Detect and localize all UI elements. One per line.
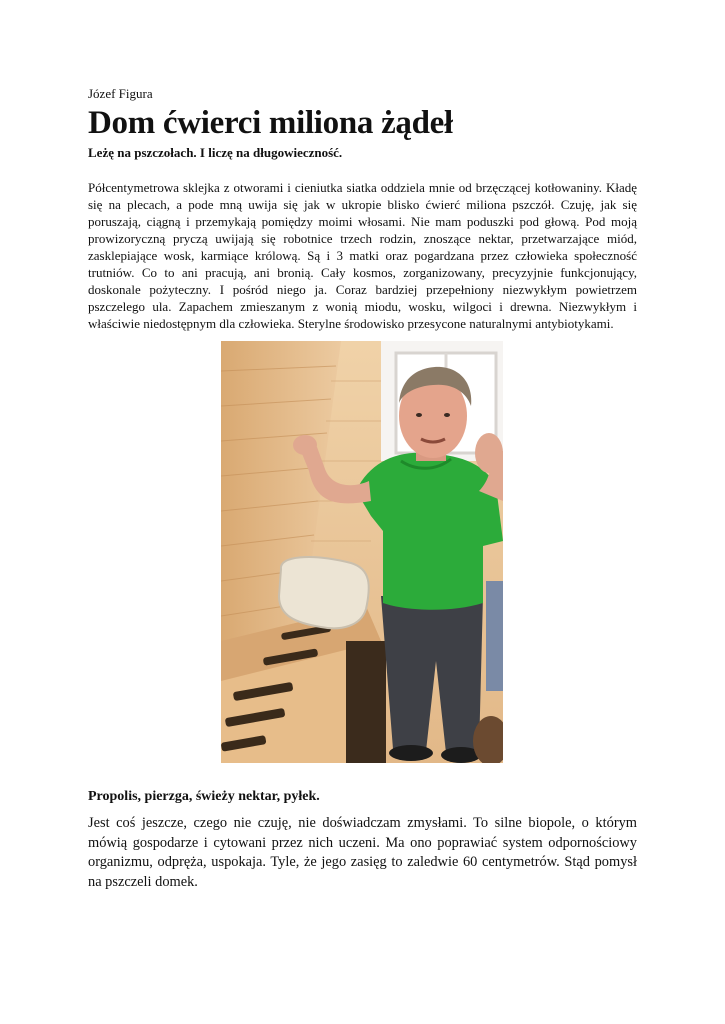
photo-illustration bbox=[221, 341, 503, 763]
article-lead-paragraph: Półcentymetrowa sklejka z otworami i cieniutka siatka oddziela mnie od brzęczącej kotłowaniny. Kładę się na plecach, a pode mną uwija się jak w ukropie blisko ćwierć miliona pszczół. Czuję, jak się poruszają, ciągną i przemykają pomiędzy moimi włosami. Nie mam poduszki pod głową. Pod moją prowizoryczną pryczą uwijają się robotnice trzech rodzin, znoszące nektar, przetwarzające miód, zasklepiające wosk, karmiące królową. Są i 3 matki oraz pogardzana przez człowieka społeczność trutniów. Co to ani pracują, ani bronią. Cały kosmos, zorganizowany, precyzyjnie funkcjonujący, doskonale pożyteczny. I pośród niego ja. Coraz bardziej przepełniony niezwykłym powietrzem pszczelego ula. Zapachem zmieszanym z wonią miodu, wosku, wilgoci i drewna. Niezwykłym i właściwie niedostępnym dla człowieka. Sterylne środowisko przesycone naturalnymi antybiotykami. bbox=[88, 180, 637, 331]
article-photo bbox=[221, 341, 503, 763]
section-body-paragraph: Jest coś jeszcze, czego nie czuję, nie doświadczam zmysłami. To silne biopole, o którym mówią gospodarze i cytowani przez nich uczeni. Ma ono poprawiać system odpornościowy organizmu, odpręża, uspokaja. Tyle, że jego zasięg to zaledwie 60 centymetrów. Stąd pomysł na pszczeli domek. bbox=[88, 815, 637, 890]
article-title: Dom ćwierci miliona żądeł bbox=[88, 105, 453, 141]
section-heading: Propolis, pierzga, świeży nektar, pyłek. bbox=[88, 789, 320, 804]
article-subtitle: Leżę na pszczołach. I liczę na długowieczność. bbox=[88, 145, 343, 160]
article-header bbox=[88, 86, 637, 332]
article-author: Józef Figura bbox=[88, 86, 153, 101]
